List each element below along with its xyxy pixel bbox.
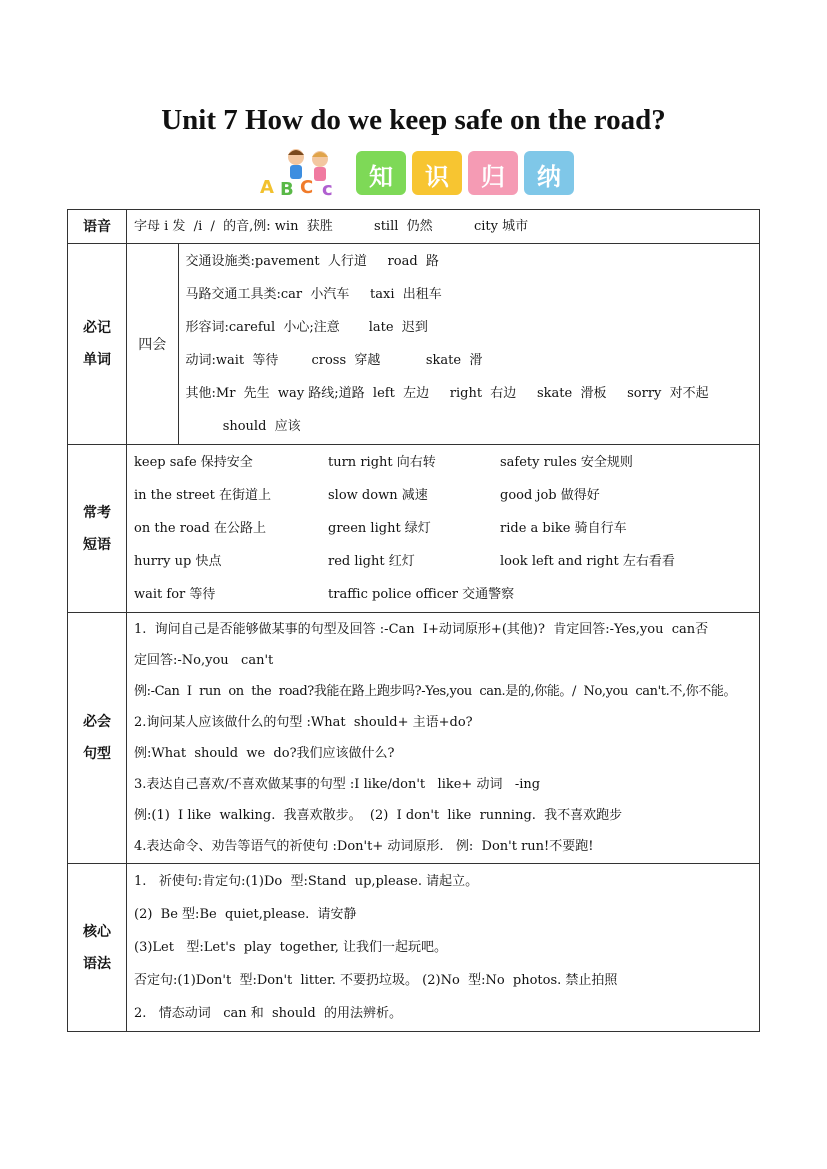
row-phrases xyxy=(68,445,760,613)
row-vocabulary xyxy=(68,244,760,445)
vocabulary-inner-table xyxy=(127,244,759,444)
phrase-item: keep safe 保持安全 xyxy=(134,455,253,470)
banner-tile-2: 识 xyxy=(412,151,462,195)
vocab-line: 交通设施类:pavement 人行道 road 路 xyxy=(185,254,439,269)
pattern-line: 1. 询问自己是否能够做某事的句型及回答 :-Can I+动词原形+(其他)? 肯定回答:-Yes,you can否 xyxy=(134,622,709,637)
phrase-grid xyxy=(127,446,759,611)
phrase-item: red light 红灯 xyxy=(328,554,415,569)
pattern-line: 定回答:-No,you can't xyxy=(134,653,274,668)
banner-tile-4: 纳 xyxy=(524,151,574,195)
pronunciation-text: 字母 i 发 /i / 的音,例: win 获胜 still 仍然 city 城市 xyxy=(134,219,529,234)
label-sentence-patterns-line1: 必会 xyxy=(83,714,111,730)
grammar-line: 否定句:(1)Don't 型:Don't litter. 不要扔垃圾。 (2)No 型:No photos. 禁止拍照 xyxy=(134,973,618,988)
row-sentence-patterns xyxy=(68,613,760,864)
vocab-line: 形容词:careful 小心;注意 late 迟到 xyxy=(185,320,428,335)
label-core-grammar-line2: 语法 xyxy=(83,955,111,972)
label-vocabulary-line2: 单词 xyxy=(83,352,111,368)
phrase-item: on the road 在公路上 xyxy=(134,521,266,536)
label-core-grammar-line1: 核心 xyxy=(83,923,111,940)
label-phrases xyxy=(68,445,127,613)
row-core-grammar xyxy=(68,864,760,1032)
phrase-item: good job 做得好 xyxy=(500,488,600,503)
banner-tile-3: 归 xyxy=(468,151,518,195)
phrase-item: ride a bike 骑自行车 xyxy=(500,521,627,536)
phrase-item: wait for 等待 xyxy=(134,587,216,602)
label-vocabulary xyxy=(68,244,127,445)
label-vocabulary-line1: 必记 xyxy=(83,320,111,336)
svg-text:A: A xyxy=(260,177,274,197)
pattern-line: 例:(1) I like walking. 我喜欢散步。 (2) I don't like running. 我不喜欢跑步 xyxy=(134,808,623,823)
summary-table xyxy=(67,209,760,1032)
svg-text:c: c xyxy=(322,179,333,197)
svg-text:C: C xyxy=(300,177,314,197)
knowledge-summary-banner xyxy=(256,145,586,197)
phrase-item xyxy=(500,578,759,611)
grammar-line: (2) Be 型:Be quiet,please. 请安静 xyxy=(134,907,357,922)
four-skills-label: 四会 xyxy=(127,244,178,444)
banner-tile-1: 知 xyxy=(356,151,406,195)
page-title: Unit 7 How do we keep safe on the road? xyxy=(161,104,666,136)
phrase-item: traffic police officer 交通警察 xyxy=(328,587,515,602)
pattern-line: 例:-Can I run on the road?我能在路上跑步吗?-Yes,you can.是的,你能。/ No,you can't.不,你不能。 xyxy=(134,684,737,699)
label-sentence-patterns xyxy=(68,613,127,864)
label-pronunciation: 语音 xyxy=(68,210,127,244)
grammar-line: 1. 祈使句:肯定句:(1)Do 型:Stand up,please. 请起立。 xyxy=(134,874,479,889)
vocab-line: 动词:wait 等待 cross 穿越 skate 滑 xyxy=(185,353,483,368)
vocab-line: 马路交通工具类:car 小汽车 taxi 出租车 xyxy=(185,287,442,302)
label-phrases-line1: 常考 xyxy=(83,504,111,521)
phrase-item: look left and right 左右看看 xyxy=(500,554,675,569)
phrase-item: safety rules 安全规则 xyxy=(500,455,633,470)
grammar-line: (3)Let 型:Let's play together, 让我们一起玩吧。 xyxy=(134,940,448,955)
phrase-item: in the street 在街道上 xyxy=(134,488,271,503)
grammar-line: 2. 情态动词 can 和 should 的用法辨析。 xyxy=(134,1006,402,1021)
label-phrases-line2: 短语 xyxy=(83,536,111,553)
svg-text:B: B xyxy=(280,179,294,197)
kids-abc-illustration xyxy=(256,145,356,197)
label-sentence-patterns-line2: 句型 xyxy=(83,746,111,762)
pattern-line: 例:What should we do?我们应该做什么? xyxy=(134,746,395,761)
label-core-grammar xyxy=(68,864,127,1032)
pattern-line: 2.询问某人应该做什么的句型 :What should+ 主语+do? xyxy=(134,715,473,730)
phrase-item: green light 绿灯 xyxy=(328,521,431,536)
pattern-line: 4.表达命令、劝告等语气的祈使句 :Don't+ 动词原形. 例: Don't run!不要跑! xyxy=(134,839,594,854)
phrase-item: turn right 向右转 xyxy=(328,455,436,470)
vocab-line: 其他:Mr 先生 way 路线;道路 left 左边 right 右边 skate 滑板 sorry 对不起 xyxy=(185,386,709,401)
phrase-item: hurry up 快点 xyxy=(134,554,222,569)
phrase-item: slow down 减速 xyxy=(328,488,428,503)
pattern-line: 3.表达自己喜欢/不喜欢做某事的句型 :I like/don't like+ 动词 -ing xyxy=(134,777,541,792)
vocab-line: should 应该 xyxy=(185,419,301,434)
row-pronunciation xyxy=(68,210,760,244)
